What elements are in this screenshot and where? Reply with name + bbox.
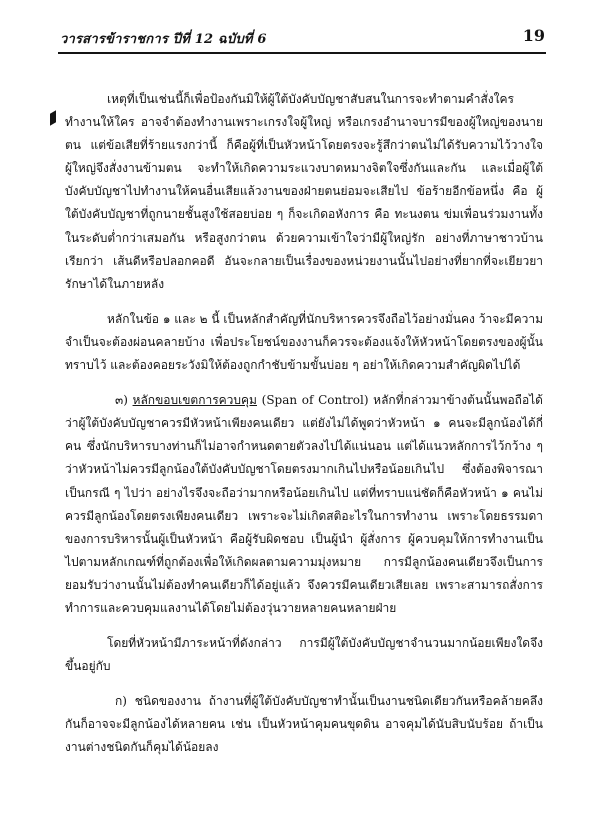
paragraph-3 bbox=[65, 389, 543, 620]
page-number: 19 bbox=[522, 26, 545, 45]
paragraph-3-number: ๓) bbox=[115, 393, 128, 408]
paragraph-5-text: ชนิดของงาน ถ้างานที่ผู้ใต้บังคับบัญชาทำนั้นเป็นงานชนิดเดียวกันหรือคล้ายคลึงกันก็อาจจะมีลูกน้องได้หลายคน เช่น เป็นหัวหน้าคุมคนขุดดิน อาจคุมได้นับสิบนับร้อย ถ้าเป็นงานต่างชนิดกันก็คุมได้น้อยลง bbox=[65, 694, 543, 755]
paragraph-4: โดยที่หัวหน้ามีภาระหน้าที่ดังกล่าว การมีผู้ใต้บังคับบัญชาจำนวนมากน้อยเพียงใดจึงขึ้นอยู่กับ bbox=[65, 636, 543, 674]
page-header bbox=[60, 26, 545, 50]
paragraph-5-number: ก) bbox=[115, 694, 127, 709]
paragraph-1: เหตุที่เป็นเช่นนี้ก็เพื่อป้องกันมิให้ผู้ใต้บังคับบัญชาสับสนในการจะทำตามคำสั่งใคร ทำงานให้ใคร อาจจำต้องทำงานเพราะเกรงใจผู้ใหญ่ หรือเกรงอำนาจบารมีของผู้ใหญ่ของนายตน แต่ข้อเสียที่ร้ายแรงกว่านี้ ก็คือผู้ที่เป็นหัวหน้าโดยตรงจะรู้สึกว่าตนไม่ได้รับความไว้วางใจ ผู้ใหญ่จึงสั่งงานข้ามตน จะทำให้เกิดความระแวงบาดหมางจิตใจซึ่งกันและกัน และเมื่อผู้ใต้บังคับบัญชาไปทำงานให้คนอื่นเสียแล้วงานของฝ่ายตนย่อมจะเสียไป ข้อร้ายอีกข้อหนึ่ง คือ ผู้ใต้บังคับบัญชาที่ถูกนายชั้นสูงใช้สอยบ่อย ๆ ก็จะเกิดอหังการ คือ ทะนงตน ข่มเพื่อนร่วมงานทั้งในระดับต่ำกว่าเสมอกัน หรือสูงกว่าตน ด้วยความเข้าใจว่ามีผู้ใหญ่รัก อย่างที่ภาษาชาวบ้านเรียกว่า เส้นดีหรือปลอกคอดี อันจะกลายเป็นเรื่องของหน่วยงานนั้นไปอย่างที่ยากที่จะเยียวยารักษาได้ในภายหลัง bbox=[65, 92, 543, 291]
paragraph-5 bbox=[65, 690, 543, 759]
section-heading-en: (Span of Control) bbox=[261, 393, 369, 408]
body-text bbox=[65, 88, 543, 760]
header-rule bbox=[58, 52, 546, 54]
paragraph-3-text: หลักที่กล่าวมาข้างต้นนั้นพอถือได้ว่าผู้ใต้บังคับบัญชาควรมีหัวหน้าเพียงคนเดียว แต่ยังไม่ได้พูดว่าหัวหน้า ๑ คนจะมีลูกน้องได้กี่คน ซึ่งนักบริหารบางท่านก็ไม่อาจกำหนดตายตัวลงไปได้แน่นอน แต่ได้แนวหลักการไว้กว้าง ๆ ว่าหัวหน้าไม่ควรมีลูกน้องใต้บังคับบัญชาโดยตรงมากเกินไปหรือน้อยเกินไป ซึ่งต้องพิจารณาเป็นกรณี ๆ ไปว่า อย่างไรจึงจะถือว่ามากหรือน้อยเกินไป แต่ที่ทราบแน่ชัดก็คือหัวหน้า ๑ คนไม่ควรมีลูกน้องโดยตรงเพียงคนเดียว เพราะจะไม่เกิดสติอะไรในการทำงาน เพราะโดยธรรมดาของการบริหารนั้นผู้เป็นหัวหน้า คือผู้รับผิดชอบ เป็นผู้นำ ผู้สั่งการ ผู้ควบคุมให้การทำงานเป็นไปตามหลักเกณฑ์ที่ถูกต้องเพื่อให้เกิดผลตามความมุ่งหมาย การมีลูกน้องคนเดียวจึงเป็นการยอมรับว่างานนั้นไม่ต้องทำคนเดียวก็ได้อยู่แล้ว จึงควรมีคนเดียวเสียเลย เพราะสามารถสั่งการทำการและควบคุมแลงานได้โดยไม่ต้องวุ่นวายหลายคนหลายฝ่าย bbox=[65, 393, 543, 615]
paragraph-2: หลักในข้อ ๑ และ ๒ นี้ เป็นหลักสำคัญที่นักบริหารควรจึงถือไว้อย่างมั่นคง ว้าจะมีความจำเป็นจะต้องผ่อนคลายบ้าง เพื่อประโยชน์ของงานก็ควรจะต้องแจ้งให้หัวหน้าโดยตรงของผู้นั้นทราบไว้ และต้องคอยระวังมิให้ต้องถูกกำชับข้ามขั้นบ่อย ๆ อย่าให้เกิดความสำคัญผิดไปได้ bbox=[65, 311, 543, 373]
margin-mark bbox=[50, 110, 56, 125]
running-head: วารสารข้าราชการ ปีที่ 12 ฉบับที่ 6 bbox=[60, 32, 267, 47]
section-heading: หลักขอบเขตการควบคุม bbox=[132, 393, 257, 408]
